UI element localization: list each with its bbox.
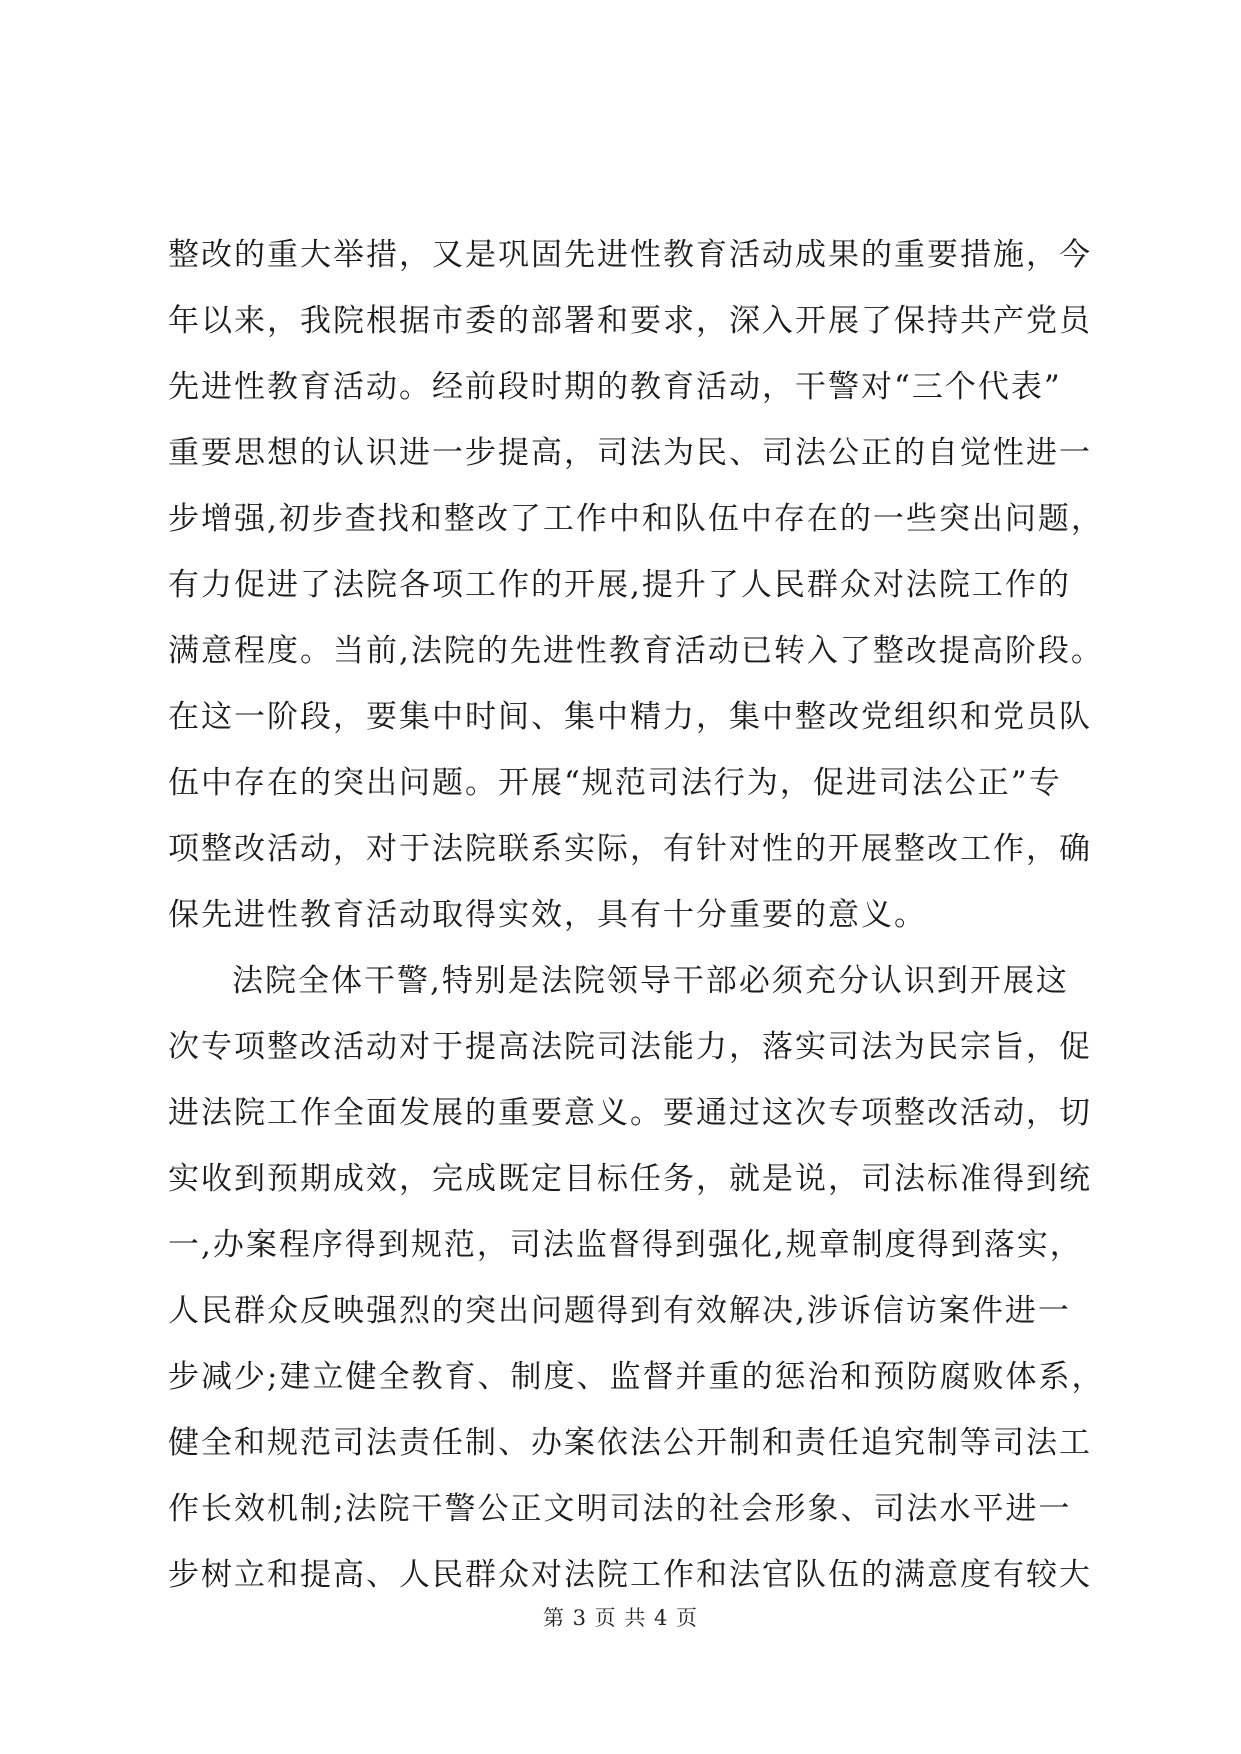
paragraph-first-line: 法院全体干警,特别是法院领导干部必须充分认识到开展这 [232, 963, 1069, 999]
text-line: 保先进性教育活动取得实效，具有十分重要的意义。 [168, 897, 927, 933]
text-line: 次专项整改活动对于提高法院司法能力，落实司法为民宗旨，促 [168, 1029, 1092, 1065]
text-line: 在这一阶段，要集中时间、集中精力，集中整改党组织和党员队 [168, 699, 1092, 735]
text-line: 整改的重大举措，又是巩固先进性教育活动成果的重要措施，今 [168, 237, 1092, 273]
text-line: 步减少;建立健全教育、制度、监督并重的惩治和预防腐败体系， [168, 1359, 1105, 1395]
text-line: 步树立和提高、人民群众对法院工作和法官队伍的满意度有较大 [168, 1557, 1092, 1593]
text-line: 一,办案程序得到规范，司法监督得到强化,规章制度得到落实， [168, 1227, 1083, 1263]
text-line: 人民群众反映强烈的突出问题得到有效解决,涉诉信访案件进一 [168, 1293, 1071, 1329]
text-line: 伍中存在的突出问题。开展“规范司法行为，促进司法公正”专 [168, 765, 1062, 801]
text-line: 先进性教育活动。经前段时期的教育活动，干警对“三个代表” [168, 369, 1062, 405]
text-line: 健全和规范司法责任制、办案依法公开制和责任追究制等司法工 [168, 1425, 1092, 1461]
text-line: 步增强,初步查找和整改了工作中和队伍中存在的一些突出问题， [168, 501, 1104, 537]
page-number-footer: 第 3 页 共 4 页 [542, 1606, 699, 1630]
text-line: 作长效机制;法院干警公正文明司法的社会形象、司法水平进一 [168, 1491, 1072, 1527]
text-line: 有力促进了法院各项工作的开展,提升了人民群众对法院工作的 [168, 567, 1071, 603]
document-body [168, 222, 1105, 1608]
text-line: 实收到预期成效，完成既定目标任务，就是说，司法标准得到统 [168, 1161, 1092, 1197]
text-line: 满意程度。当前,法院的先进性教育活动已转入了整改提高阶段。 [168, 633, 1104, 669]
text-line: 重要思想的认识进一步提高，司法为民、司法公正的自觉性进一 [168, 435, 1092, 471]
text-line: 项整改活动，对于法院联系实际，有针对性的开展整改工作，确 [168, 831, 1092, 867]
text-line: 进法院工作全面发展的重要意义。要通过这次专项整改活动，切 [168, 1095, 1092, 1131]
text-line: 年以来，我院根据市委的部署和要求，深入开展了保持共产党员 [168, 303, 1092, 339]
